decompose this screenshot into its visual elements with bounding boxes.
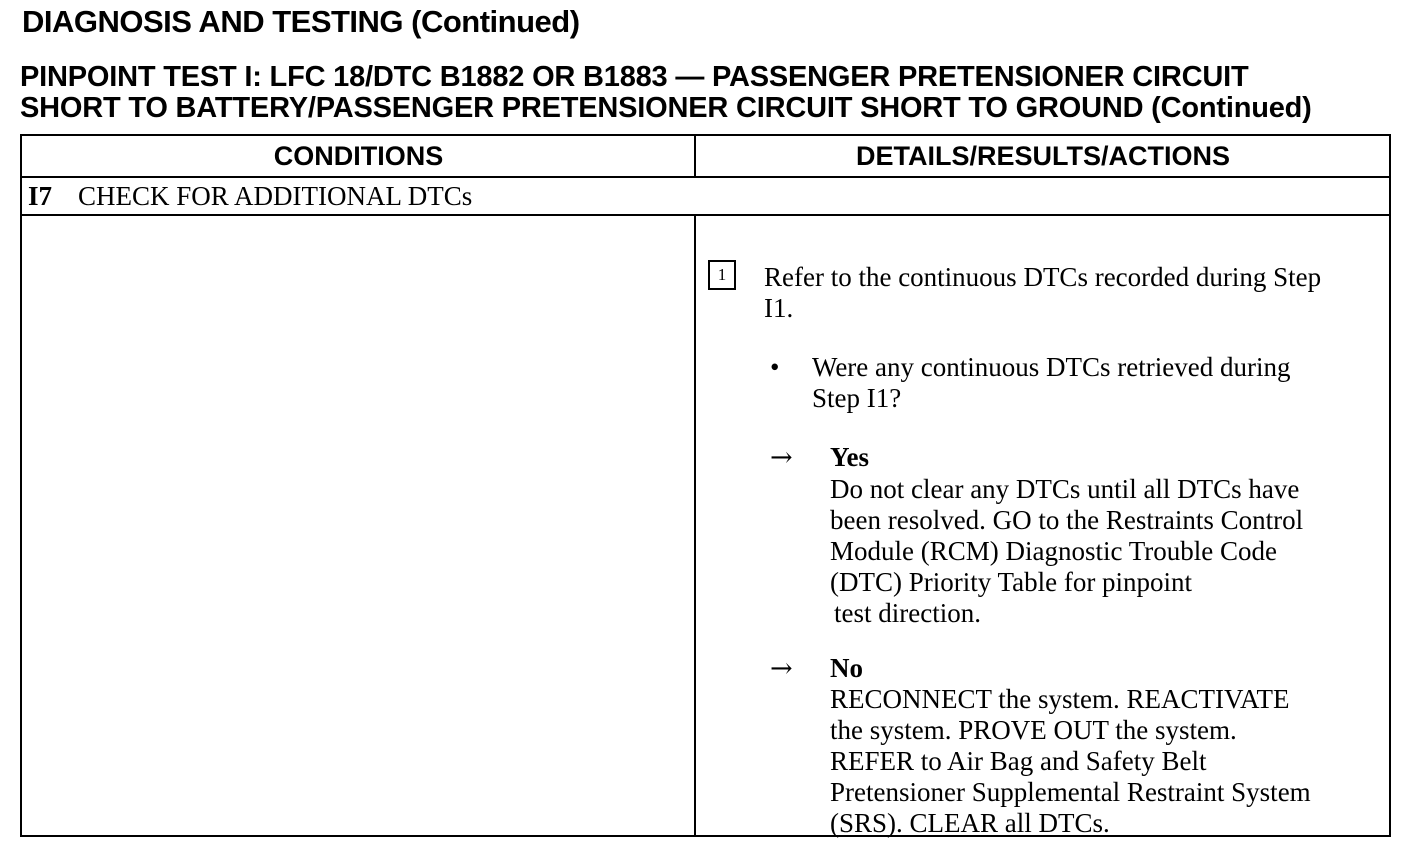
pinpoint-test-table [20,134,1391,837]
step-divider [22,214,1389,216]
instruction-line: Refer to the continuous DTCs recorded during Step [764,262,1322,292]
arrow-right-icon: → [770,653,793,684]
pinpoint-test-title [20,62,1312,124]
instruction-text [764,262,1321,324]
step-id: I7 [28,181,53,211]
question-line: Were any continuous DTCs retrieved during [812,352,1291,382]
question-text [812,352,1290,414]
no-label: No [830,653,863,683]
yes-action-line: Module (RCM) Diagnostic Trouble Code [830,536,1278,566]
column-divider [694,214,696,835]
no-action-line: the system. PROVE OUT the system. [830,715,1237,745]
arrow-right-icon: → [770,442,793,473]
step-title: CHECK FOR ADDITIONAL DTCs [78,181,473,211]
no-action-line: (SRS). CLEAR all DTCs. [830,808,1110,838]
yes-action-line: been resolved. GO to the Restraints Control [830,505,1304,535]
no-action-line: RECONNECT the system. REACTIVATE [830,684,1290,714]
yes-action-text [830,474,1303,629]
yes-label: Yes [830,442,869,472]
test-title-line-2: SHORT TO BATTERY/PASSENGER PRETENSIONER CIRCUIT SHORT TO GROUND (Continued) [20,92,1312,124]
yes-action-line: Do not clear any DTCs until all DTCs have [830,474,1300,504]
page-title: DIAGNOSIS AND TESTING (Continued) [22,4,580,39]
bullet-icon: • [770,352,780,382]
column-header-conditions: CONDITIONS [273,141,444,171]
instruction-line: I1. [764,293,794,323]
test-title-line-1: PINPOINT TEST I: LFC 18/DTC B1882 OR B1883 — PASSENGER PRETENSIONER CIRCUIT [20,61,1249,93]
substep-number-box: 1 [708,260,736,290]
yes-action-line: (DTC) Priority Table for pinpoint [830,567,1193,597]
no-action-line: Pretensioner Supplemental Restraint System [830,777,1311,807]
no-action-line: REFER to Air Bag and Safety Belt [830,746,1207,776]
yes-action-line: test direction. [834,598,981,628]
question-line: Step I1? [812,383,902,413]
column-header-details: DETAILS/RESULTS/ACTIONS [855,141,1230,171]
step-row [28,178,472,214]
column-divider [694,136,696,176]
no-action-text [830,684,1311,839]
